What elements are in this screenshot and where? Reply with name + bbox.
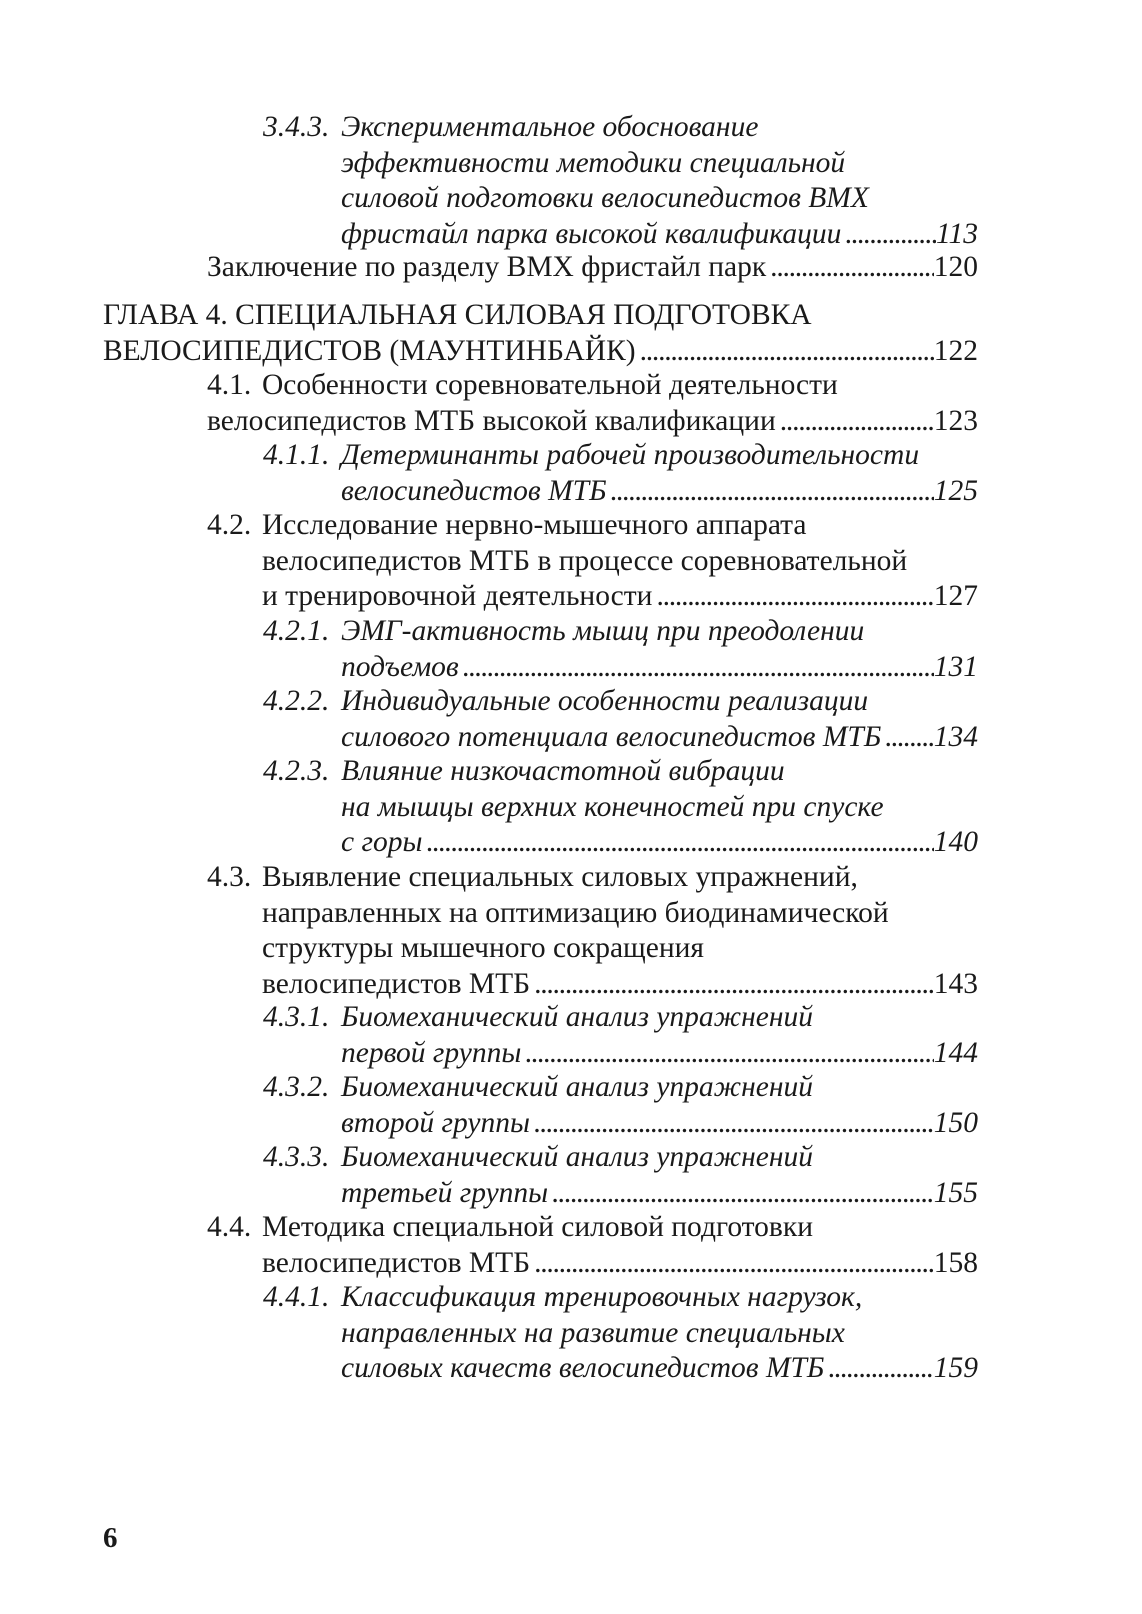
toc-entry xyxy=(263,754,978,861)
toc-page-number: 143 xyxy=(933,967,978,1000)
toc-entry-title-line: эффективности методики специальной xyxy=(341,146,846,179)
toc-entry-title-line: велосипедистов МТБ в процессе соревновательной xyxy=(262,544,908,577)
toc-page-number: 158 xyxy=(933,1246,978,1279)
dot-leader xyxy=(885,720,934,756)
toc-entry-number: 4.1.1. xyxy=(263,439,330,471)
toc-entry-title-line: с горы xyxy=(341,826,423,858)
toc-entry xyxy=(263,1070,978,1141)
toc-entry-title-line: велосипедистов МТБ xyxy=(262,1246,531,1279)
dot-leader xyxy=(525,1036,933,1072)
toc-entry-title-line: ВЕЛОСИПЕДИСТОВ (МАУНТИНБАЙК) xyxy=(103,334,636,367)
dot-leader xyxy=(534,1246,934,1282)
toc-entry xyxy=(207,1210,978,1281)
toc-entry xyxy=(103,298,978,369)
toc-entry-title-line: и тренировочной деятельности xyxy=(262,580,653,612)
toc-entry-number: 4.4. xyxy=(207,1211,252,1243)
toc-entry-number: 4.2.3. xyxy=(263,755,330,787)
toc-entry xyxy=(207,368,978,439)
toc-entry-title-line: Индивидуальные особенности реализации xyxy=(341,685,869,717)
dot-leader xyxy=(770,250,934,286)
toc-entry-title-line: велосипедистов МТБ xyxy=(262,967,531,1000)
toc-entry-title-line: направленных на развитие специальных xyxy=(341,1316,845,1349)
toc-page-number: 155 xyxy=(933,1176,978,1209)
toc-entry-title-line: подъемов xyxy=(341,650,459,683)
dot-leader xyxy=(552,1176,934,1212)
toc-page-number: 127 xyxy=(933,580,978,612)
toc-entry-title-line: фристайл парка высокой квалификации xyxy=(341,217,842,250)
toc-page-number: 123 xyxy=(933,404,978,437)
toc-entry-title-line: Методика специальной силовой подготовки xyxy=(262,1211,813,1243)
toc-entry-title-line: направленных на оптимизацию биодинамической xyxy=(262,896,889,929)
toc-entry-number: 3.4.3. xyxy=(263,111,330,143)
toc-entry-number: 4.1. xyxy=(207,369,252,401)
dot-leader xyxy=(845,217,936,253)
dot-leader xyxy=(828,1351,933,1387)
toc-page-number: 113 xyxy=(935,217,978,250)
toc-page-number: 150 xyxy=(933,1106,978,1139)
toc-entry-title-line: на мышцы верхних конечностей при спуске xyxy=(341,790,884,823)
toc-entry-title-line: Особенности соревновательной деятельности xyxy=(262,369,838,401)
toc-page-number: 122 xyxy=(933,334,978,367)
toc-entry-title-line: первой группы xyxy=(341,1036,522,1069)
toc-page-number: 144 xyxy=(933,1036,978,1069)
dot-leader xyxy=(656,579,933,615)
toc-entry xyxy=(207,860,978,1002)
toc-entry-title-line: велосипедистов МТБ высокой квалификации xyxy=(207,404,776,437)
toc-entry-number: 4.2.1. xyxy=(263,615,330,647)
toc-entry-title-line: структуры мышечного сокращения xyxy=(262,932,704,964)
toc-entry-number: 4.2.2. xyxy=(263,685,330,717)
dot-leader xyxy=(463,650,934,686)
toc-page-number: 159 xyxy=(933,1352,978,1384)
toc-entry-title-line: Детерминанты рабочей производительности xyxy=(341,439,920,471)
toc-entry xyxy=(207,250,978,286)
toc-entry-title-line: силовых качеств велосипедистов МТБ xyxy=(341,1352,825,1384)
toc-entry xyxy=(263,684,978,755)
dot-leader xyxy=(640,334,934,370)
dot-leader xyxy=(534,1106,934,1142)
toc-entry-title-line: третьей группы xyxy=(341,1176,549,1209)
toc-entry-title-line: Влияние низкочастотной вибрации xyxy=(341,755,785,787)
toc-entry xyxy=(263,438,978,509)
toc-entry-title-line: Заключение по разделу ВМХ фристайл парк xyxy=(207,251,767,283)
toc-entry-title-line: Выявление специальных силовых упражнений, xyxy=(262,861,858,893)
toc-entry-title-line: силового потенциала велосипедистов МТБ xyxy=(341,720,882,753)
dot-leader xyxy=(780,404,934,440)
page-number: 6 xyxy=(103,1522,118,1554)
toc-entry xyxy=(207,508,978,615)
toc-entry-title-line: Классификация тренировочных нагрузок, xyxy=(341,1281,863,1313)
toc-entry-title-line: велосипедистов МТБ xyxy=(341,474,607,507)
toc-entry-title-line: второй группы xyxy=(341,1106,530,1139)
toc-entry xyxy=(263,1280,978,1387)
toc-entry-title-line: Биомеханический анализ упражнений xyxy=(341,1001,813,1033)
dot-leader xyxy=(426,825,933,861)
dot-leader xyxy=(610,474,933,510)
toc-entry-title-line: ГЛАВА 4. СПЕЦИАЛЬНАЯ СИЛОВАЯ ПОДГОТОВКА xyxy=(103,299,812,331)
dot-leader xyxy=(534,967,934,1003)
toc-entry xyxy=(263,1140,978,1211)
toc-entry-title-line: ЭМГ-активность мышц при преодолении xyxy=(341,615,865,647)
toc-entry-title-line: Биомеханический анализ упражнений xyxy=(341,1071,813,1103)
toc-entry-number: 4.3. xyxy=(207,861,252,893)
toc-entry xyxy=(263,1000,978,1071)
toc-entry xyxy=(263,110,978,252)
toc-entry-title-line: Исследование нервно-мышечного аппарата xyxy=(262,509,807,541)
toc-page-number: 125 xyxy=(933,474,978,507)
toc-entry-title-line: силовой подготовки велосипедистов ВМХ xyxy=(341,182,869,214)
toc-page-number: 131 xyxy=(933,650,978,683)
toc-entry-title-line: Биомеханический анализ упражнений xyxy=(341,1141,813,1173)
toc-entry-number: 4.4.1. xyxy=(263,1281,330,1313)
toc-entry-title-line: Экспериментальное обоснование xyxy=(341,111,759,143)
toc-entry xyxy=(263,614,978,685)
toc-entry-number: 4.2. xyxy=(207,509,252,541)
toc-page-number: 140 xyxy=(933,826,978,858)
toc-entry-number: 4.3.2. xyxy=(263,1071,330,1103)
toc-page-number: 120 xyxy=(933,251,978,283)
toc-entry-number: 4.3.1. xyxy=(263,1001,330,1033)
toc-entry-number: 4.3.3. xyxy=(263,1141,330,1173)
toc-page-number: 134 xyxy=(933,720,978,753)
